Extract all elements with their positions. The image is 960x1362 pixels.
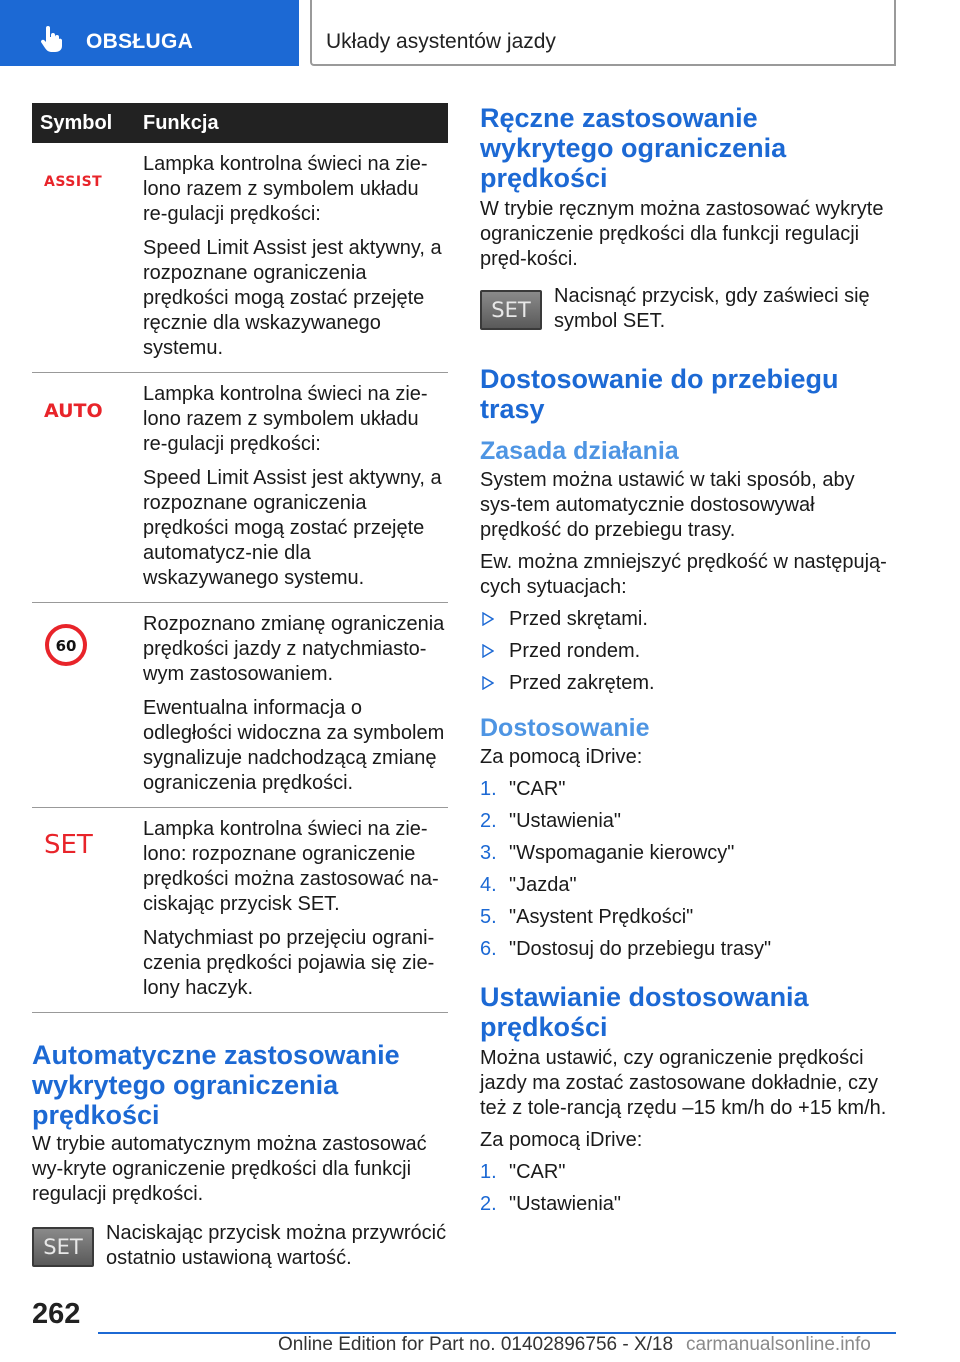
list-item-text: "Wspomaganie kierowcy" [509, 842, 735, 864]
body-text: Za pomocą iDrive: [480, 746, 643, 768]
button-instruction-text: Nacisnąć przycisk, gdy zaświeci się symbol SET. [554, 285, 870, 332]
body-text: System można ustawić w taki sposób, aby sys-tem automatycznie dostosowywał prędkość do przebiegu trasy. [480, 469, 855, 541]
section-tab[interactable] [0, 0, 299, 66]
left-column [32, 103, 448, 1283]
step-number: 3. [480, 842, 497, 864]
list-item-text: "Jazda" [509, 874, 577, 896]
list-item-text: "Ustawienia" [509, 1193, 622, 1215]
section-heading: Ręczne zastosowanie wykrytego ograniczenia prędkości [480, 103, 787, 193]
set-symbol-icon: SET [44, 830, 93, 860]
right-column [480, 103, 896, 1217]
section-heading: Dostosowanie do przebiegu trasy [480, 364, 839, 424]
function-text: Lampka kontrolna świeci na zie-lono razem z symbolem układu re-gulacji prędkości: [143, 383, 428, 455]
list-item [480, 873, 896, 898]
chapter-title: Układy asystentów jazdy [326, 30, 556, 53]
function-cell [143, 612, 448, 796]
list-item-text: Przed skrętami. [509, 608, 648, 630]
list-item [480, 639, 896, 664]
step-number: 2. [480, 810, 497, 832]
list-item [480, 1160, 896, 1185]
page-header [0, 0, 960, 66]
function-cell [143, 817, 448, 1001]
section-heading: Automatyczne zastosowanie wykrytego ograniczenia prędkości [32, 1040, 400, 1130]
function-cell [143, 382, 448, 591]
list-item-text: "CAR" [509, 778, 566, 800]
table-row [32, 808, 448, 1013]
list-item-text: "Asystent Prędkości" [509, 906, 694, 928]
set-button-icon: SET [480, 290, 542, 330]
button-instruction [32, 1221, 448, 1283]
function-text: Lampka kontrolna świeci na zie-lono: rozpoznane ograniczenie prędkości można zastosować na-ciskając przycisk SET. [143, 818, 439, 915]
list-item [480, 809, 896, 834]
list-item [480, 841, 896, 866]
triangle-bullet-icon [482, 644, 494, 658]
list-item [480, 937, 896, 962]
watermark: carmanualsonline.info [686, 1334, 871, 1355]
list-item-text: "Dostosuj do przebiegu trasy" [509, 938, 772, 960]
function-text: Rozpoznano zmianę ograniczenia prędkości jazdy z natychmiasto-wym zastosowaniem. [143, 613, 445, 685]
step-number: 6. [480, 938, 497, 960]
triangle-bullet-icon [482, 676, 494, 690]
function-cell [143, 152, 448, 361]
set-button-icon: SET [32, 1227, 94, 1267]
list-item-text: Przed rondem. [509, 640, 641, 662]
step-number: 4. [480, 874, 497, 896]
numbered-list [480, 777, 896, 962]
edition-text: Online Edition for Part no. 01402896756 - X/18 [278, 1334, 674, 1355]
speed-limit-value: 60 [55, 637, 77, 655]
subsection-heading: Zasada działania [480, 437, 679, 465]
step-number: 2. [480, 1193, 497, 1215]
list-item-text: "CAR" [509, 1161, 566, 1183]
function-text: Ewentualna informacja o odległości widoczna za symbolem sygnalizuje nadchodzącą zmianę ograniczenia prędkości. [143, 697, 445, 794]
step-number: 5. [480, 906, 497, 928]
list-item [480, 905, 896, 930]
body-text: Ew. można zmniejszyć prędkość w następują-cych sytuacjach: [480, 551, 887, 598]
section-heading: Ustawianie dostosowania prędkości [480, 982, 809, 1042]
function-text: Natychmiast po przejęciu ograni-czenia prędkości pojawia się zie-lony haczyk. [143, 927, 435, 999]
table-row [32, 373, 448, 603]
button-instruction [480, 284, 896, 346]
list-item [480, 671, 896, 696]
step-number: 1. [480, 778, 497, 800]
speed-limit-sign-icon [45, 624, 87, 666]
numbered-list [480, 1160, 896, 1217]
bullet-list [480, 607, 896, 696]
function-text: Lampka kontrolna świeci na zie-lono razem z symbolem układu re-gulacji prędkości: [143, 153, 428, 225]
column-header-function: Funkcja [143, 112, 219, 134]
function-text: Speed Limit Assist jest aktywny, a rozpoznane ograniczenia prędkości mogą zostać przejęte automatycz-nie dla wskazywanego systemu. [143, 467, 442, 589]
chapter-tab [310, 0, 896, 66]
list-item-text: "Ustawienia" [509, 810, 622, 832]
body-text: Za pomocą iDrive: [480, 1129, 643, 1151]
list-item-text: Przed zakrętem. [509, 672, 655, 694]
hand-pointing-icon [38, 26, 64, 52]
function-text: Speed Limit Assist jest aktywny, a rozpoznane ograniczenia prędkości mogą zostać przejęte ręcznie dla wskazywanego systemu. [143, 237, 442, 359]
list-item [480, 607, 896, 632]
table-header [32, 103, 448, 143]
section-label: OBSŁUGA [86, 30, 194, 53]
body-text: Można ustawić, czy ograniczenie prędkości jazdy ma zostać zastosowane dokładnie, czy też z tole-rancją rzędu –15 km/h do +15 km/h. [480, 1047, 887, 1119]
subsection-heading: Dostosowanie [480, 714, 650, 742]
step-number: 1. [480, 1161, 497, 1183]
table-row [32, 143, 448, 373]
page-number: 262 [32, 1298, 81, 1330]
body-text: W trybie ręcznym można zastosować wykryte ograniczenie prędkości dla funkcji regulacji pręd-kości. [480, 198, 884, 270]
button-instruction-text: Naciskając przycisk można przywrócić ostatnio ustawioną wartość. [106, 1222, 447, 1269]
triangle-bullet-icon [482, 612, 494, 626]
list-item [480, 1192, 896, 1217]
assist-symbol-icon: ASSIST [44, 174, 103, 190]
auto-symbol-icon: AUTO [44, 400, 103, 422]
column-header-symbol: Symbol [40, 112, 113, 134]
table-row [32, 603, 448, 808]
body-text: W trybie automatycznym można zastosować wy-kryte ograniczenie prędkości dla funkcji regulacji prędkości. [32, 1133, 427, 1205]
list-item [480, 777, 896, 802]
